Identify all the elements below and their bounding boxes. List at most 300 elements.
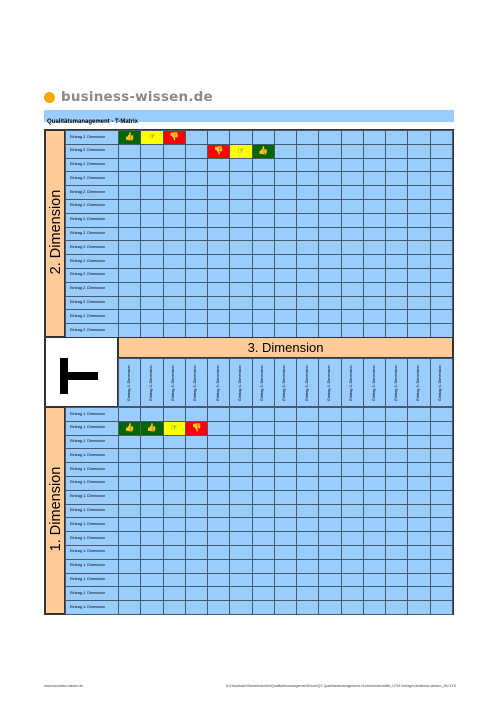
- dim1-cell[interactable]: [230, 518, 252, 532]
- dim1-cell[interactable]: [185, 421, 207, 435]
- dim2-cell[interactable]: [185, 186, 207, 200]
- dim1-cell[interactable]: [274, 490, 296, 504]
- dim2-cell[interactable]: [319, 282, 341, 296]
- dim1-cell[interactable]: [119, 545, 141, 559]
- dim1-cell[interactable]: [408, 532, 430, 546]
- dim1-cell[interactable]: [185, 504, 207, 518]
- dim2-cell[interactable]: [319, 296, 341, 310]
- dim1-cell[interactable]: [208, 408, 230, 422]
- dim2-cell[interactable]: [274, 144, 296, 158]
- dim1-cell[interactable]: [141, 490, 163, 504]
- dim2-cell[interactable]: [430, 172, 452, 186]
- dim2-cell[interactable]: [119, 255, 141, 269]
- dim2-cell[interactable]: [185, 213, 207, 227]
- dim2-cell[interactable]: [430, 186, 452, 200]
- dim2-cell[interactable]: [297, 324, 319, 338]
- dim2-cell[interactable]: [230, 199, 252, 213]
- dim1-cell[interactable]: [319, 408, 341, 422]
- dim1-cell[interactable]: [163, 490, 185, 504]
- dim2-cell[interactable]: [208, 213, 230, 227]
- dim1-cell[interactable]: [274, 573, 296, 587]
- dim2-cell[interactable]: [386, 282, 408, 296]
- dim2-cell[interactable]: [408, 227, 430, 241]
- dim1-cell[interactable]: [274, 408, 296, 422]
- dim2-cell[interactable]: [163, 144, 185, 158]
- dim1-cell[interactable]: [386, 421, 408, 435]
- dim1-cell[interactable]: [141, 532, 163, 546]
- dim1-cell[interactable]: [163, 504, 185, 518]
- dim2-cell[interactable]: [430, 144, 452, 158]
- dim2-cell[interactable]: [274, 296, 296, 310]
- dim1-cell[interactable]: [408, 476, 430, 490]
- dim1-cell[interactable]: [163, 601, 185, 615]
- dim1-cell[interactable]: [274, 545, 296, 559]
- dim1-cell[interactable]: [208, 463, 230, 477]
- dim1-cell[interactable]: [430, 435, 452, 449]
- dim2-cell[interactable]: [319, 268, 341, 282]
- dim2-cell[interactable]: [141, 268, 163, 282]
- dim2-cell[interactable]: [163, 158, 185, 172]
- dim2-cell[interactable]: [386, 324, 408, 338]
- dim1-cell[interactable]: [230, 435, 252, 449]
- dim1-cell[interactable]: [252, 463, 274, 477]
- dim1-cell[interactable]: [297, 408, 319, 422]
- dim2-cell[interactable]: [252, 268, 274, 282]
- dim2-cell[interactable]: [252, 186, 274, 200]
- dim2-cell[interactable]: [208, 131, 230, 145]
- dim1-cell[interactable]: [430, 476, 452, 490]
- dim1-cell[interactable]: [430, 532, 452, 546]
- dim2-cell[interactable]: [297, 186, 319, 200]
- dim1-cell[interactable]: [208, 573, 230, 587]
- dim1-cell[interactable]: [141, 408, 163, 422]
- dim1-cell[interactable]: [363, 601, 385, 615]
- dim1-cell[interactable]: [208, 504, 230, 518]
- dim1-cell[interactable]: [363, 504, 385, 518]
- dim2-cell[interactable]: [430, 268, 452, 282]
- dim1-cell[interactable]: [185, 408, 207, 422]
- dim2-cell[interactable]: [363, 282, 385, 296]
- dim2-cell[interactable]: [319, 241, 341, 255]
- dim1-cell[interactable]: [185, 601, 207, 615]
- dim1-cell[interactable]: [141, 601, 163, 615]
- dim1-cell[interactable]: [230, 573, 252, 587]
- dim2-cell[interactable]: [319, 213, 341, 227]
- dim1-cell[interactable]: [119, 490, 141, 504]
- dim2-cell[interactable]: [386, 144, 408, 158]
- dim2-cell[interactable]: [341, 144, 363, 158]
- dim2-cell[interactable]: [297, 296, 319, 310]
- dim1-cell[interactable]: [119, 559, 141, 573]
- dim1-cell[interactable]: [319, 532, 341, 546]
- dim2-cell[interactable]: [319, 199, 341, 213]
- dim1-cell[interactable]: [386, 573, 408, 587]
- dim1-cell[interactable]: [141, 435, 163, 449]
- dim1-cell[interactable]: [297, 573, 319, 587]
- dim1-cell[interactable]: [208, 545, 230, 559]
- dim2-cell[interactable]: [141, 227, 163, 241]
- dim1-cell[interactable]: [163, 408, 185, 422]
- dim1-cell[interactable]: [297, 532, 319, 546]
- dim2-cell[interactable]: [341, 158, 363, 172]
- dim2-cell[interactable]: [363, 255, 385, 269]
- dim2-cell[interactable]: [230, 282, 252, 296]
- dim2-cell[interactable]: [408, 199, 430, 213]
- dim2-cell[interactable]: [319, 227, 341, 241]
- dim1-cell[interactable]: [185, 545, 207, 559]
- dim1-cell[interactable]: [363, 532, 385, 546]
- dim2-cell[interactable]: [363, 186, 385, 200]
- dim1-cell[interactable]: [319, 449, 341, 463]
- dim1-cell[interactable]: [363, 559, 385, 573]
- dim2-cell[interactable]: [386, 241, 408, 255]
- dim2-cell[interactable]: [141, 172, 163, 186]
- dim1-cell[interactable]: [274, 435, 296, 449]
- dim2-cell[interactable]: [297, 144, 319, 158]
- dim2-cell[interactable]: [230, 158, 252, 172]
- dim1-cell[interactable]: [252, 408, 274, 422]
- dim2-cell[interactable]: [185, 324, 207, 338]
- dim1-cell[interactable]: [341, 518, 363, 532]
- dim1-cell[interactable]: [341, 435, 363, 449]
- dim2-cell[interactable]: [430, 241, 452, 255]
- dim1-cell[interactable]: [297, 518, 319, 532]
- dim1-cell[interactable]: [163, 449, 185, 463]
- dim2-cell[interactable]: [163, 199, 185, 213]
- dim2-cell[interactable]: [430, 324, 452, 338]
- dim2-cell[interactable]: [230, 213, 252, 227]
- dim2-cell[interactable]: [430, 296, 452, 310]
- dim1-cell[interactable]: [386, 490, 408, 504]
- dim2-cell[interactable]: [297, 227, 319, 241]
- dim2-cell[interactable]: [185, 296, 207, 310]
- dim1-cell[interactable]: [363, 435, 385, 449]
- dim1-cell[interactable]: [141, 518, 163, 532]
- dim1-cell[interactable]: [141, 545, 163, 559]
- dim1-cell[interactable]: [319, 490, 341, 504]
- dim1-cell[interactable]: [274, 532, 296, 546]
- dim1-cell[interactable]: [163, 532, 185, 546]
- dim1-cell[interactable]: [230, 504, 252, 518]
- dim2-cell[interactable]: [252, 255, 274, 269]
- dim2-cell[interactable]: [119, 131, 141, 145]
- dim2-cell[interactable]: [208, 186, 230, 200]
- dim1-cell[interactable]: [252, 573, 274, 587]
- dim1-cell[interactable]: [430, 504, 452, 518]
- dim2-cell[interactable]: [341, 172, 363, 186]
- dim1-cell[interactable]: [252, 559, 274, 573]
- dim1-cell[interactable]: [408, 435, 430, 449]
- dim1-cell[interactable]: [274, 463, 296, 477]
- dim1-cell[interactable]: [252, 587, 274, 601]
- dim1-cell[interactable]: [274, 587, 296, 601]
- dim1-cell[interactable]: [141, 421, 163, 435]
- dim1-cell[interactable]: [408, 504, 430, 518]
- dim2-cell[interactable]: [430, 199, 452, 213]
- dim1-cell[interactable]: [430, 587, 452, 601]
- dim1-cell[interactable]: [297, 421, 319, 435]
- dim2-cell[interactable]: [208, 199, 230, 213]
- dim1-cell[interactable]: [163, 435, 185, 449]
- dim2-cell[interactable]: [230, 241, 252, 255]
- dim1-cell[interactable]: [363, 573, 385, 587]
- dim2-cell[interactable]: [141, 158, 163, 172]
- dim1-cell[interactable]: [297, 476, 319, 490]
- dim2-cell[interactable]: [230, 227, 252, 241]
- dim1-cell[interactable]: [386, 601, 408, 615]
- dim2-cell[interactable]: [141, 282, 163, 296]
- dim1-cell[interactable]: [208, 559, 230, 573]
- dim2-cell[interactable]: [230, 131, 252, 145]
- dim1-cell[interactable]: [274, 421, 296, 435]
- dim2-cell[interactable]: [319, 172, 341, 186]
- dim2-cell[interactable]: [274, 324, 296, 338]
- dim1-cell[interactable]: [341, 559, 363, 573]
- dim2-cell[interactable]: [230, 172, 252, 186]
- dim1-cell[interactable]: [341, 490, 363, 504]
- dim2-cell[interactable]: [341, 282, 363, 296]
- dim2-cell[interactable]: [185, 310, 207, 324]
- dim1-cell[interactable]: [252, 545, 274, 559]
- dim1-cell[interactable]: [185, 532, 207, 546]
- dim1-cell[interactable]: [319, 545, 341, 559]
- dim1-cell[interactable]: [319, 559, 341, 573]
- dim2-cell[interactable]: [274, 227, 296, 241]
- dim2-cell[interactable]: [163, 282, 185, 296]
- dim1-cell[interactable]: [319, 476, 341, 490]
- dim1-cell[interactable]: [163, 421, 185, 435]
- dim1-cell[interactable]: [408, 408, 430, 422]
- dim2-cell[interactable]: [208, 172, 230, 186]
- dim2-cell[interactable]: [408, 255, 430, 269]
- dim1-cell[interactable]: [341, 545, 363, 559]
- dim2-cell[interactable]: [208, 241, 230, 255]
- dim1-cell[interactable]: [430, 463, 452, 477]
- dim1-cell[interactable]: [319, 573, 341, 587]
- dim1-cell[interactable]: [386, 545, 408, 559]
- dim2-cell[interactable]: [430, 282, 452, 296]
- dim2-cell[interactable]: [386, 310, 408, 324]
- dim1-cell[interactable]: [297, 504, 319, 518]
- dim2-cell[interactable]: [230, 255, 252, 269]
- dim2-cell[interactable]: [386, 172, 408, 186]
- dim1-cell[interactable]: [341, 601, 363, 615]
- dim1-cell[interactable]: [208, 476, 230, 490]
- dim2-cell[interactable]: [163, 172, 185, 186]
- dim1-cell[interactable]: [230, 587, 252, 601]
- dim1-cell[interactable]: [430, 408, 452, 422]
- dim2-cell[interactable]: [252, 296, 274, 310]
- dim1-cell[interactable]: [185, 435, 207, 449]
- dim2-cell[interactable]: [274, 241, 296, 255]
- dim2-cell[interactable]: [319, 158, 341, 172]
- dim1-cell[interactable]: [363, 476, 385, 490]
- dim1-cell[interactable]: [185, 463, 207, 477]
- dim2-cell[interactable]: [141, 255, 163, 269]
- dim2-cell[interactable]: [341, 310, 363, 324]
- dim1-cell[interactable]: [297, 490, 319, 504]
- dim2-cell[interactable]: [252, 324, 274, 338]
- dim1-cell[interactable]: [119, 532, 141, 546]
- dim1-cell[interactable]: [341, 449, 363, 463]
- dim2-cell[interactable]: [363, 158, 385, 172]
- dim1-cell[interactable]: [252, 601, 274, 615]
- dim2-cell[interactable]: [252, 144, 274, 158]
- dim2-cell[interactable]: [408, 268, 430, 282]
- dim1-cell[interactable]: [119, 587, 141, 601]
- dim1-cell[interactable]: [297, 601, 319, 615]
- dim2-cell[interactable]: [230, 186, 252, 200]
- dim2-cell[interactable]: [208, 282, 230, 296]
- dim2-cell[interactable]: [141, 310, 163, 324]
- dim1-cell[interactable]: [230, 545, 252, 559]
- dim2-cell[interactable]: [363, 213, 385, 227]
- dim1-cell[interactable]: [430, 545, 452, 559]
- dim2-cell[interactable]: [386, 268, 408, 282]
- dim2-cell[interactable]: [274, 172, 296, 186]
- dim2-cell[interactable]: [208, 144, 230, 158]
- dim2-cell[interactable]: [230, 268, 252, 282]
- dim1-cell[interactable]: [363, 449, 385, 463]
- dim2-cell[interactable]: [119, 241, 141, 255]
- dim2-cell[interactable]: [185, 282, 207, 296]
- dim1-cell[interactable]: [274, 601, 296, 615]
- dim1-cell[interactable]: [408, 545, 430, 559]
- dim2-cell[interactable]: [185, 268, 207, 282]
- dim1-cell[interactable]: [297, 463, 319, 477]
- dim2-cell[interactable]: [386, 227, 408, 241]
- dim1-cell[interactable]: [185, 449, 207, 463]
- dim1-cell[interactable]: [252, 435, 274, 449]
- dim1-cell[interactable]: [208, 435, 230, 449]
- dim1-cell[interactable]: [430, 490, 452, 504]
- dim2-cell[interactable]: [363, 131, 385, 145]
- dim2-cell[interactable]: [430, 213, 452, 227]
- dim2-cell[interactable]: [252, 241, 274, 255]
- dim1-cell[interactable]: [430, 601, 452, 615]
- dim1-cell[interactable]: [341, 476, 363, 490]
- dim1-cell[interactable]: [185, 518, 207, 532]
- dim1-cell[interactable]: [408, 587, 430, 601]
- dim2-cell[interactable]: [386, 199, 408, 213]
- dim2-cell[interactable]: [319, 144, 341, 158]
- dim2-cell[interactable]: [208, 227, 230, 241]
- dim2-cell[interactable]: [430, 310, 452, 324]
- dim1-cell[interactable]: [430, 573, 452, 587]
- dim1-cell[interactable]: [208, 601, 230, 615]
- dim2-cell[interactable]: [252, 158, 274, 172]
- dim1-cell[interactable]: [386, 463, 408, 477]
- dim2-cell[interactable]: [208, 255, 230, 269]
- dim2-cell[interactable]: [274, 199, 296, 213]
- dim1-cell[interactable]: [386, 532, 408, 546]
- dim1-cell[interactable]: [230, 490, 252, 504]
- dim1-cell[interactable]: [341, 573, 363, 587]
- dim2-cell[interactable]: [208, 310, 230, 324]
- dim2-cell[interactable]: [297, 282, 319, 296]
- dim1-cell[interactable]: [252, 518, 274, 532]
- dim2-cell[interactable]: [408, 158, 430, 172]
- dim2-cell[interactable]: [252, 310, 274, 324]
- dim2-cell[interactable]: [119, 227, 141, 241]
- dim2-cell[interactable]: [274, 213, 296, 227]
- dim2-cell[interactable]: [274, 268, 296, 282]
- dim2-cell[interactable]: [163, 310, 185, 324]
- dim2-cell[interactable]: [386, 255, 408, 269]
- dim2-cell[interactable]: [119, 144, 141, 158]
- dim1-cell[interactable]: [386, 449, 408, 463]
- dim2-cell[interactable]: [408, 241, 430, 255]
- dim2-cell[interactable]: [319, 324, 341, 338]
- dim2-cell[interactable]: [386, 131, 408, 145]
- dim2-cell[interactable]: [363, 310, 385, 324]
- dim1-cell[interactable]: [230, 559, 252, 573]
- dim2-cell[interactable]: [430, 255, 452, 269]
- dim2-cell[interactable]: [185, 158, 207, 172]
- dim2-cell[interactable]: [141, 131, 163, 145]
- dim2-cell[interactable]: [386, 158, 408, 172]
- dim1-cell[interactable]: [230, 408, 252, 422]
- dim1-cell[interactable]: [341, 408, 363, 422]
- dim2-cell[interactable]: [297, 199, 319, 213]
- dim2-cell[interactable]: [408, 296, 430, 310]
- dim1-cell[interactable]: [141, 449, 163, 463]
- dim1-cell[interactable]: [252, 476, 274, 490]
- dim1-cell[interactable]: [341, 463, 363, 477]
- dim1-cell[interactable]: [208, 421, 230, 435]
- dim1-cell[interactable]: [274, 559, 296, 573]
- dim1-cell[interactable]: [341, 532, 363, 546]
- dim1-cell[interactable]: [119, 421, 141, 435]
- dim1-cell[interactable]: [319, 421, 341, 435]
- dim1-cell[interactable]: [230, 532, 252, 546]
- dim1-cell[interactable]: [163, 476, 185, 490]
- dim2-cell[interactable]: [363, 324, 385, 338]
- dim2-cell[interactable]: [119, 213, 141, 227]
- dim1-cell[interactable]: [319, 601, 341, 615]
- dim2-cell[interactable]: [252, 131, 274, 145]
- dim2-cell[interactable]: [408, 282, 430, 296]
- dim1-cell[interactable]: [141, 463, 163, 477]
- dim2-cell[interactable]: [252, 172, 274, 186]
- dim2-cell[interactable]: [363, 296, 385, 310]
- dim2-cell[interactable]: [230, 310, 252, 324]
- dim2-cell[interactable]: [119, 186, 141, 200]
- dim2-cell[interactable]: [185, 255, 207, 269]
- dim1-cell[interactable]: [274, 518, 296, 532]
- dim1-cell[interactable]: [185, 573, 207, 587]
- dim1-cell[interactable]: [408, 463, 430, 477]
- dim1-cell[interactable]: [297, 435, 319, 449]
- dim1-cell[interactable]: [185, 476, 207, 490]
- dim1-cell[interactable]: [252, 504, 274, 518]
- dim1-cell[interactable]: [208, 518, 230, 532]
- dim2-cell[interactable]: [319, 186, 341, 200]
- dim2-cell[interactable]: [252, 199, 274, 213]
- dim2-cell[interactable]: [363, 199, 385, 213]
- dim1-cell[interactable]: [163, 518, 185, 532]
- dim2-cell[interactable]: [297, 241, 319, 255]
- dim2-cell[interactable]: [185, 241, 207, 255]
- dim2-cell[interactable]: [208, 268, 230, 282]
- dim1-cell[interactable]: [319, 435, 341, 449]
- dim2-cell[interactable]: [208, 158, 230, 172]
- dim2-cell[interactable]: [141, 199, 163, 213]
- dim1-cell[interactable]: [341, 504, 363, 518]
- dim1-cell[interactable]: [363, 421, 385, 435]
- dim2-cell[interactable]: [185, 227, 207, 241]
- dim2-cell[interactable]: [274, 158, 296, 172]
